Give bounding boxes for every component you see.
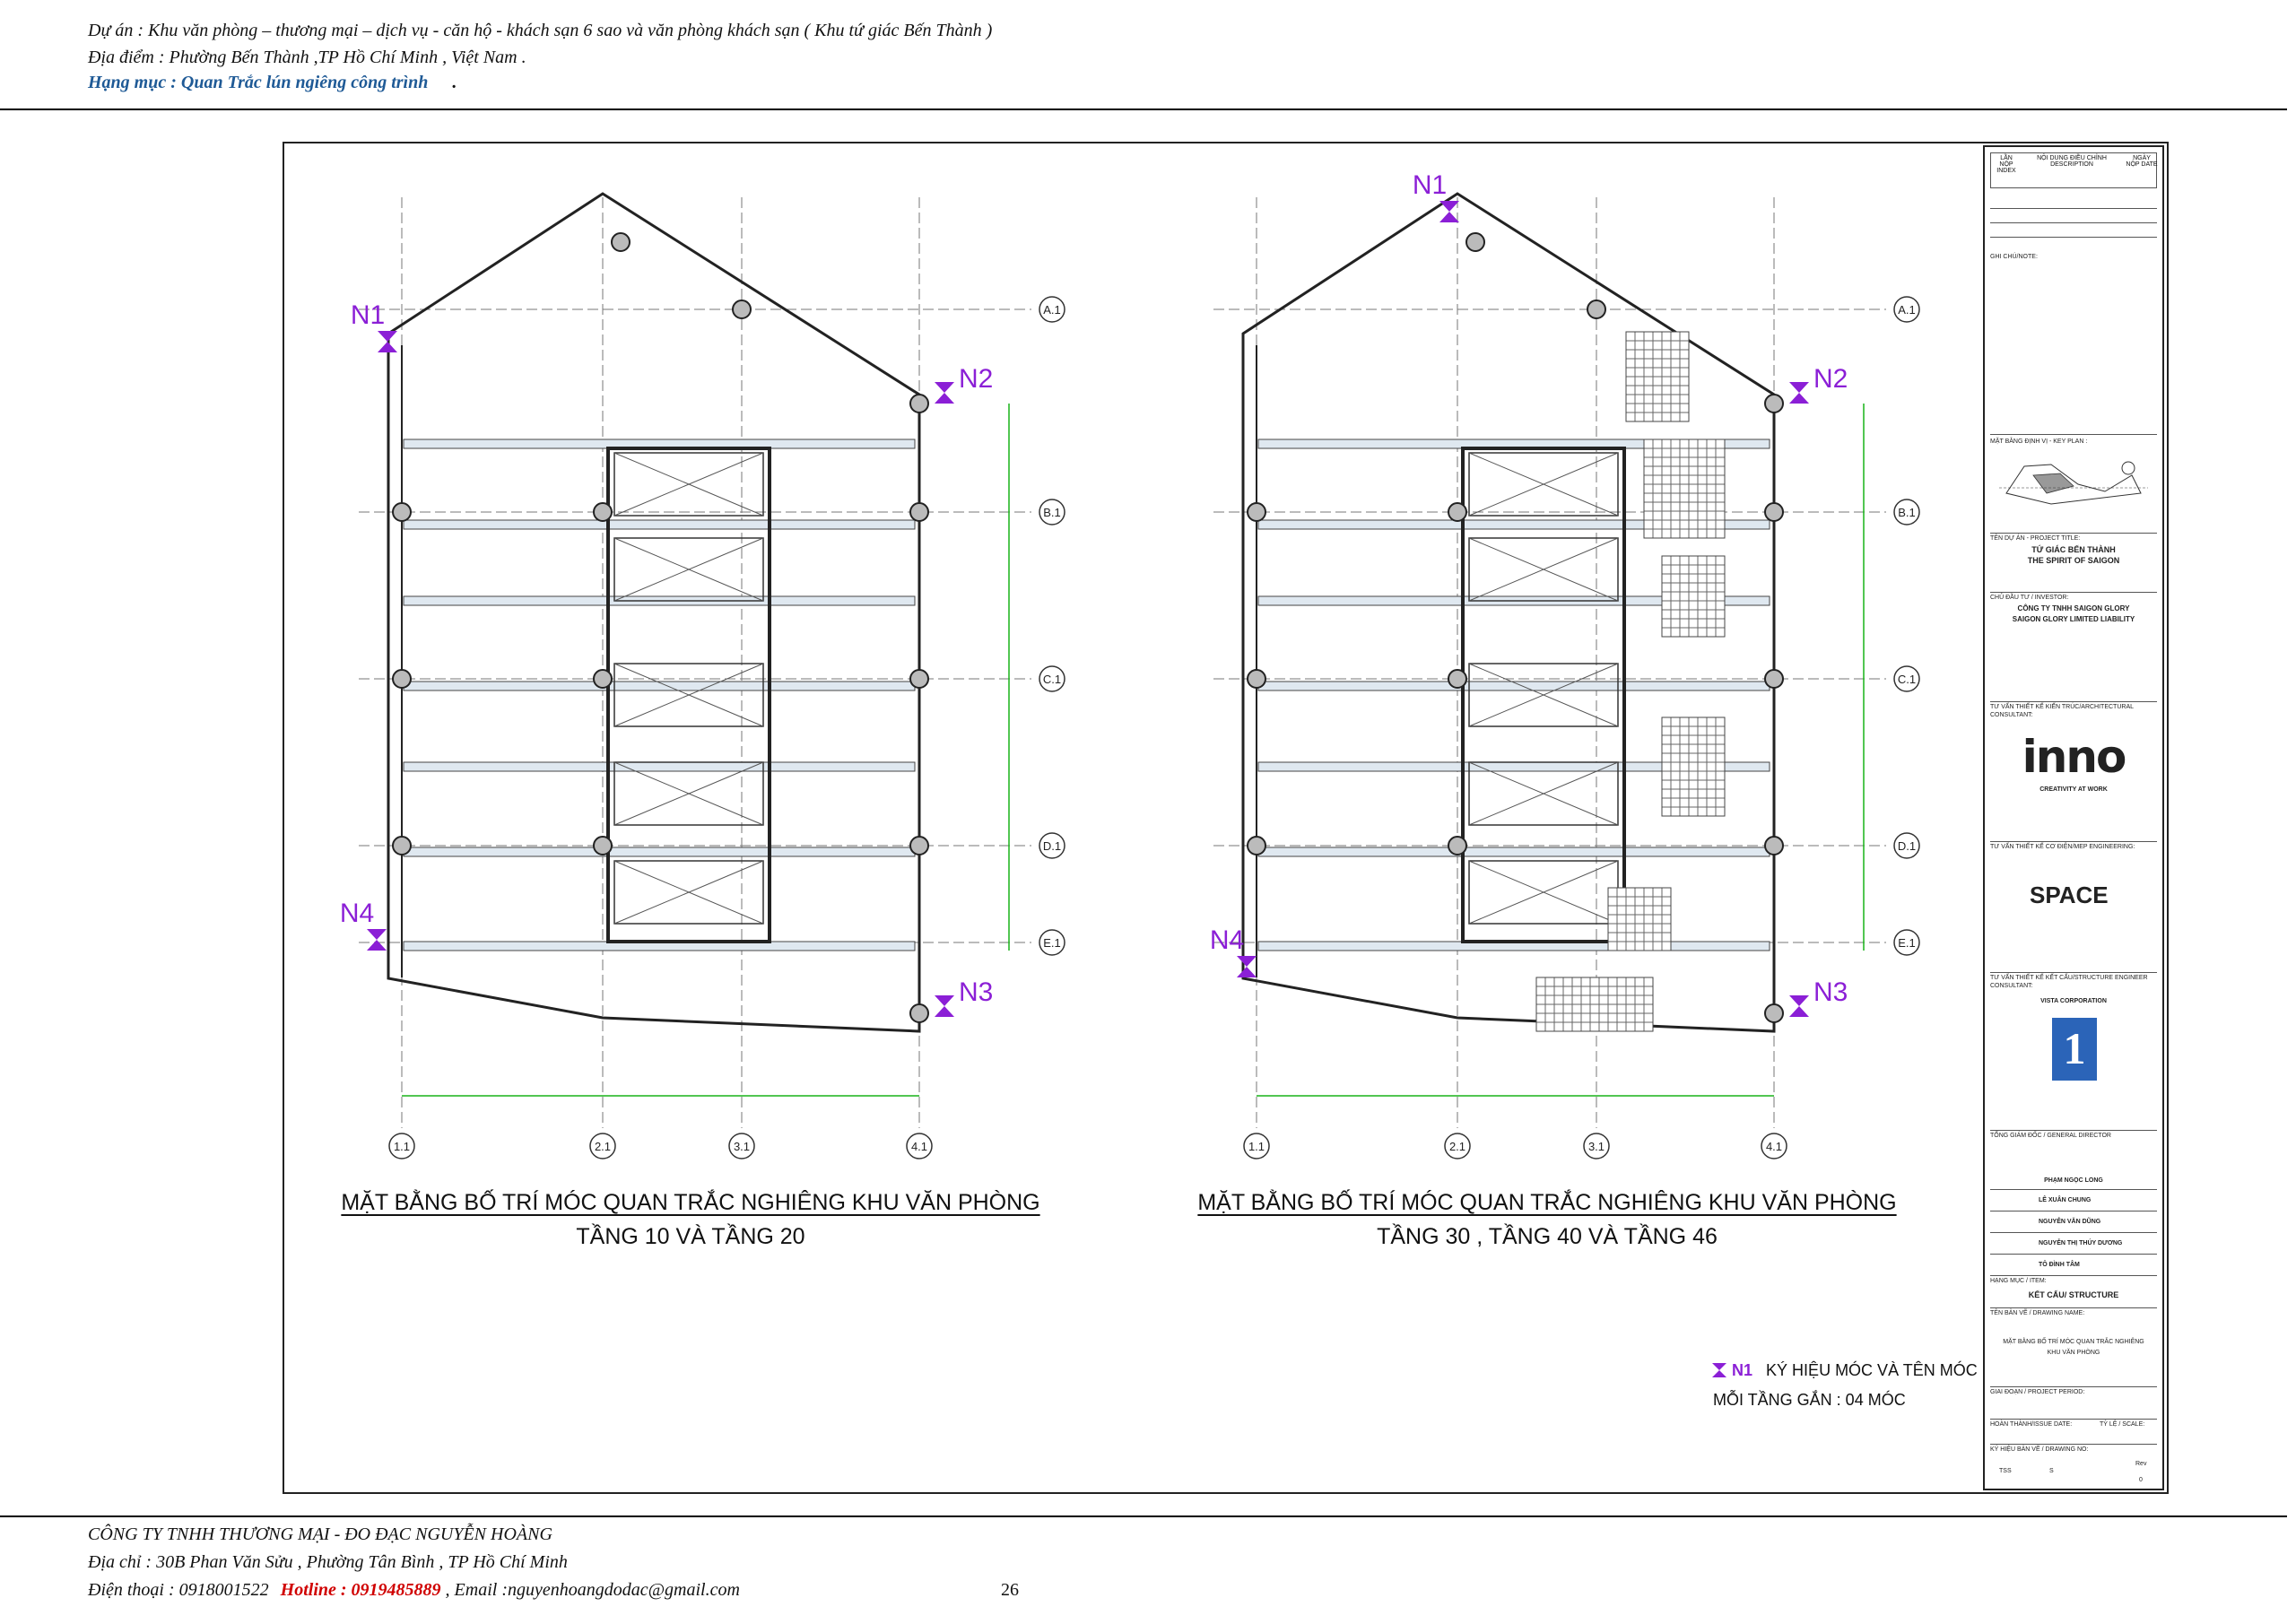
divider: [1990, 701, 2157, 702]
floor-plan-2: [1160, 143, 1931, 1175]
drawing-name-2: KHU VĂN PHÒNG: [2047, 1350, 2100, 1356]
footer-company: CÔNG TY TNHH THƯƠNG MẠI - ĐO ĐẠC NGUYỄN HOÀNG: [88, 1524, 552, 1544]
building-outline: [388, 194, 919, 1031]
item-label: HẠNG MỤC / ITEM:: [1990, 1278, 2047, 1284]
drawing-no-2: S: [2049, 1468, 2054, 1474]
revision-table: [1990, 152, 2157, 188]
divider: [1990, 533, 2157, 534]
key-plan-diagram: [1997, 448, 2152, 511]
struct-label: TƯ VẤN THIẾT KẾ KẾT CẤU/STRUCTURE ENGINEER CONSULTANT:: [1990, 975, 2148, 989]
column: [1765, 1004, 1783, 1022]
marker-icon: [935, 382, 954, 393]
grid-col-label: 3.1: [733, 1140, 751, 1153]
grid-col-label: 1.1: [393, 1140, 411, 1153]
footer-contact: [88, 1576, 740, 1604]
slab-band: [1258, 847, 1770, 856]
legend-marker-label: N1: [1732, 1361, 1753, 1379]
grid-col-label: 2.1: [1448, 1140, 1466, 1153]
column: [1248, 837, 1265, 855]
inno-logo: inno: [2022, 731, 2126, 783]
divider: [1990, 1419, 2157, 1420]
mep-label: TƯ VẤN THIẾT KẾ CƠ ĐIỆN/MEP ENGINEERING:: [1990, 844, 2135, 850]
column: [910, 503, 928, 521]
column: [910, 837, 928, 855]
divider: [1990, 1232, 2157, 1233]
marker-icon: [935, 1006, 954, 1017]
grid-col-label: 3.1: [1587, 1140, 1605, 1153]
column: [1466, 233, 1484, 251]
grid-col-label: 2.1: [594, 1140, 612, 1153]
scale-label: TỶ LỆ / SCALE:: [2100, 1421, 2145, 1428]
marker-icon: [1439, 201, 1459, 212]
column: [393, 837, 411, 855]
column: [594, 670, 612, 688]
marker-icon: [935, 393, 954, 404]
tiled-panel: [1536, 977, 1653, 1031]
grid-row-label: D.1: [1897, 839, 1917, 853]
investor-label: CHỦ ĐẦU TƯ / INVESTOR:: [1990, 595, 2069, 601]
divider: [1990, 434, 2157, 435]
column: [393, 503, 411, 521]
vista-logo: [2051, 1017, 2098, 1081]
plan-title-1-line2: TẦNG 10 VÀ TẦNG 20: [576, 1224, 805, 1249]
grid-row-label: C.1: [1897, 673, 1917, 686]
marker-label: N4: [339, 899, 375, 928]
divider: [1990, 1130, 2157, 1131]
column: [910, 670, 928, 688]
grid-row-label: A.1: [1898, 303, 1916, 317]
divider: [1990, 1189, 2157, 1190]
marker-icon: [1789, 1006, 1809, 1017]
marker-icon: [1789, 995, 1809, 1006]
column: [733, 300, 751, 318]
grid-row-label: E.1: [1898, 936, 1916, 950]
rev-col-index: LẦN NỘP INDEX: [1996, 155, 2016, 174]
marker-icon: [367, 929, 387, 940]
legend-marker-row: [1711, 1361, 1978, 1380]
grid-row-label: D.1: [1042, 839, 1062, 853]
project-name: Khu văn phòng – thương mại – dịch vụ - căn hộ - khách sạn 6 sao và văn phòng khách sạn ( Khu tứ giác Bến Thành ): [148, 21, 993, 40]
marker-label: N2: [1813, 364, 1848, 394]
grid-col-label: 1.1: [1248, 1140, 1265, 1153]
struct-name: VISTA CORPORATION: [2040, 998, 2107, 1004]
header-divider: [0, 109, 2287, 110]
divider: [1990, 1444, 2157, 1445]
location-value: Phường Bến Thành ,TP Hồ Chí Minh , Việt Nam .: [169, 48, 526, 67]
marker-label: N1: [1412, 170, 1448, 200]
header-location: [88, 45, 526, 70]
issue-date-label: HOÀN THÀNH/ISSUE DATE:: [1990, 1421, 2073, 1428]
column: [393, 670, 411, 688]
divider: [1990, 1275, 2157, 1276]
divider: [1990, 1254, 2157, 1255]
marker-icon: [1439, 212, 1459, 222]
marker-icon: [1711, 1362, 1727, 1378]
space-logo: SPACE: [2030, 881, 2109, 908]
marker-label: N3: [1813, 977, 1848, 1007]
item-value: Quan Trắc lún ngiêng công trình: [180, 73, 429, 92]
grid-row-label: B.1: [1043, 506, 1061, 519]
slab-band: [404, 520, 915, 529]
footer-phone: Điện thoại : 0918001522: [88, 1580, 269, 1600]
tiled-panel: [1662, 717, 1725, 816]
plan-title-1: [332, 1185, 1049, 1254]
item-value: KẾT CẤU/ STRUCTURE: [2028, 1290, 2119, 1299]
slab-band: [404, 847, 915, 856]
drawing-name-label: TÊN BẢN VẼ / DRAWING NAME:: [1990, 1310, 2085, 1316]
column: [1448, 837, 1466, 855]
plan-title-2-line2: TẦNG 30 , TẦNG 40 VÀ TẦNG 46: [1377, 1224, 1718, 1249]
column: [1448, 670, 1466, 688]
column: [1765, 503, 1783, 521]
column: [1248, 670, 1265, 688]
header-item: [88, 70, 457, 95]
director-label: TỔNG GIÁM ĐỐC / GENERAL DIRECTOR: [1990, 1133, 2111, 1139]
grid-row-label: B.1: [1898, 506, 1916, 519]
column: [1765, 670, 1783, 688]
column: [594, 837, 612, 855]
footer-email: , Email :nguyenhoangdodac@gmail.com: [445, 1580, 740, 1600]
divider: [1990, 972, 2157, 973]
item-label: Hạng mục :: [88, 73, 177, 92]
column: [1248, 503, 1265, 521]
marker-icon: [1789, 393, 1809, 404]
arch-label: TƯ VẤN THIẾT KẾ KIẾN TRÚC/ARCHITECTURAL CONSULTANT:: [1990, 704, 2134, 718]
divider: [1990, 841, 2157, 842]
tiled-panel: [1626, 332, 1689, 421]
marker-label: N1: [350, 300, 386, 330]
rev-line: [1990, 208, 2157, 209]
investor-name-2: SAIGON GLORY LIMITED LIABILITY: [2012, 615, 2135, 623]
rev-line: [1990, 222, 2157, 223]
person-1: LÊ XUÂN CHUNG: [2039, 1197, 2092, 1203]
inno-tagline: CREATIVITY AT WORK: [2039, 786, 2108, 793]
item-dot: .: [452, 73, 457, 92]
grid-row-label: A.1: [1043, 303, 1061, 317]
tiled-panel: [1608, 888, 1671, 951]
project-label: Dự án :: [88, 21, 144, 40]
tiled-panel: [1662, 556, 1725, 637]
divider: [1990, 592, 2157, 593]
phase-label: GIAI ĐOẠN / PROJECT PERIOD:: [1990, 1389, 2085, 1395]
footer-address: Địa chỉ : 30B Phan Văn Sửu , Phường Tân Bình , TP Hồ Chí Minh: [88, 1552, 568, 1572]
grid-col-label: 4.1: [1765, 1140, 1783, 1153]
location-label: Địa điểm :: [88, 48, 165, 67]
person-4: TÔ ĐÌNH TÂM: [2039, 1262, 2080, 1268]
person-3: NGUYỄN THỊ THÚY DƯƠNG: [2039, 1240, 2123, 1246]
rev-col-date: NGÀY NỘP DATE: [2126, 155, 2158, 168]
page-number: 26: [1001, 1580, 1019, 1600]
tb-project-name-2: THE SPIRIT OF SAIGON: [2027, 556, 2120, 565]
key-plan-label: MẶT BẰNG ĐỊNH VỊ - KEY PLAN :: [1990, 439, 2088, 445]
column: [1448, 503, 1466, 521]
column: [1765, 837, 1783, 855]
marker-icon: [378, 331, 397, 342]
drawing-name-1: MẶT BẰNG BỐ TRÍ MÓC QUAN TRẮC NGHIÊNG: [2003, 1339, 2144, 1345]
floor-plan-1: [305, 143, 1076, 1175]
svg-text:1: 1: [2063, 1023, 2086, 1073]
grid-row-label: E.1: [1043, 936, 1061, 950]
rev-line: [1990, 237, 2157, 238]
column: [910, 395, 928, 413]
marker-label: N2: [959, 364, 994, 394]
header-project: [88, 18, 992, 43]
tb-project-name-1: TỨ GIÁC BẾN THÀNH: [2031, 545, 2116, 554]
rev-value: 0: [2139, 1477, 2143, 1483]
director-name: PHẠM NGỌC LONG: [2044, 1177, 2103, 1184]
divider: [1990, 1307, 2157, 1308]
project-title-label: TÊN DỰ ÁN - PROJECT TITLE:: [1990, 535, 2081, 542]
marker-icon: [935, 995, 954, 1006]
drawing-no: TSS: [1999, 1468, 2012, 1474]
footer-divider: [0, 1515, 2287, 1517]
grid-col-label: 4.1: [910, 1140, 928, 1153]
footer-hotline: Hotline : 0919485889: [280, 1580, 441, 1600]
legend-marker-desc: KÝ HIỆU MÓC VÀ TÊN MÓC: [1766, 1361, 1978, 1379]
marker-icon: [1237, 967, 1257, 977]
plan-title-2: [1188, 1185, 1906, 1254]
marker-label: N4: [1209, 925, 1245, 955]
plan-title-2-line1: MẶT BẰNG BỐ TRÍ MÓC QUAN TRẮC NGHIÊNG KHU VĂN PHÒNG: [1197, 1190, 1897, 1215]
column: [612, 233, 630, 251]
rev-col-desc: NỘI DUNG ĐIỀU CHỈNH DESCRIPTION: [2037, 155, 2107, 168]
marker-icon: [1789, 382, 1809, 393]
divider: [1990, 1386, 2157, 1387]
investor-name-1: CÔNG TY TNHH SAIGON GLORY: [2017, 604, 2130, 612]
marker-icon: [1237, 956, 1257, 967]
title-block: [1983, 145, 2164, 1490]
marker-label: N3: [959, 977, 994, 1007]
tiled-panel: [1644, 439, 1725, 538]
plan-title-1-line1: MẶT BẰNG BỐ TRÍ MÓC QUAN TRẮC NGHIÊNG KHU VĂN PHÒNG: [341, 1190, 1040, 1215]
legend-note: MỖI TẦNG GẮN : 04 MÓC: [1713, 1391, 1906, 1409]
note-label: GHI CHÚ/NOTE:: [1990, 254, 2038, 260]
column: [910, 1004, 928, 1022]
drawing-no-label: KÝ HIỆU BẢN VẼ / DRAWING NO:: [1990, 1446, 2089, 1453]
column: [594, 503, 612, 521]
person-2: NGUYỄN VĂN DŨNG: [2039, 1219, 2101, 1225]
grid-row-label: C.1: [1042, 673, 1062, 686]
column: [1765, 395, 1783, 413]
rev-label: Rev: [2135, 1461, 2147, 1467]
marker-icon: [367, 940, 387, 951]
column: [1587, 300, 1605, 318]
slab-band: [404, 762, 915, 771]
marker-icon: [378, 342, 397, 352]
